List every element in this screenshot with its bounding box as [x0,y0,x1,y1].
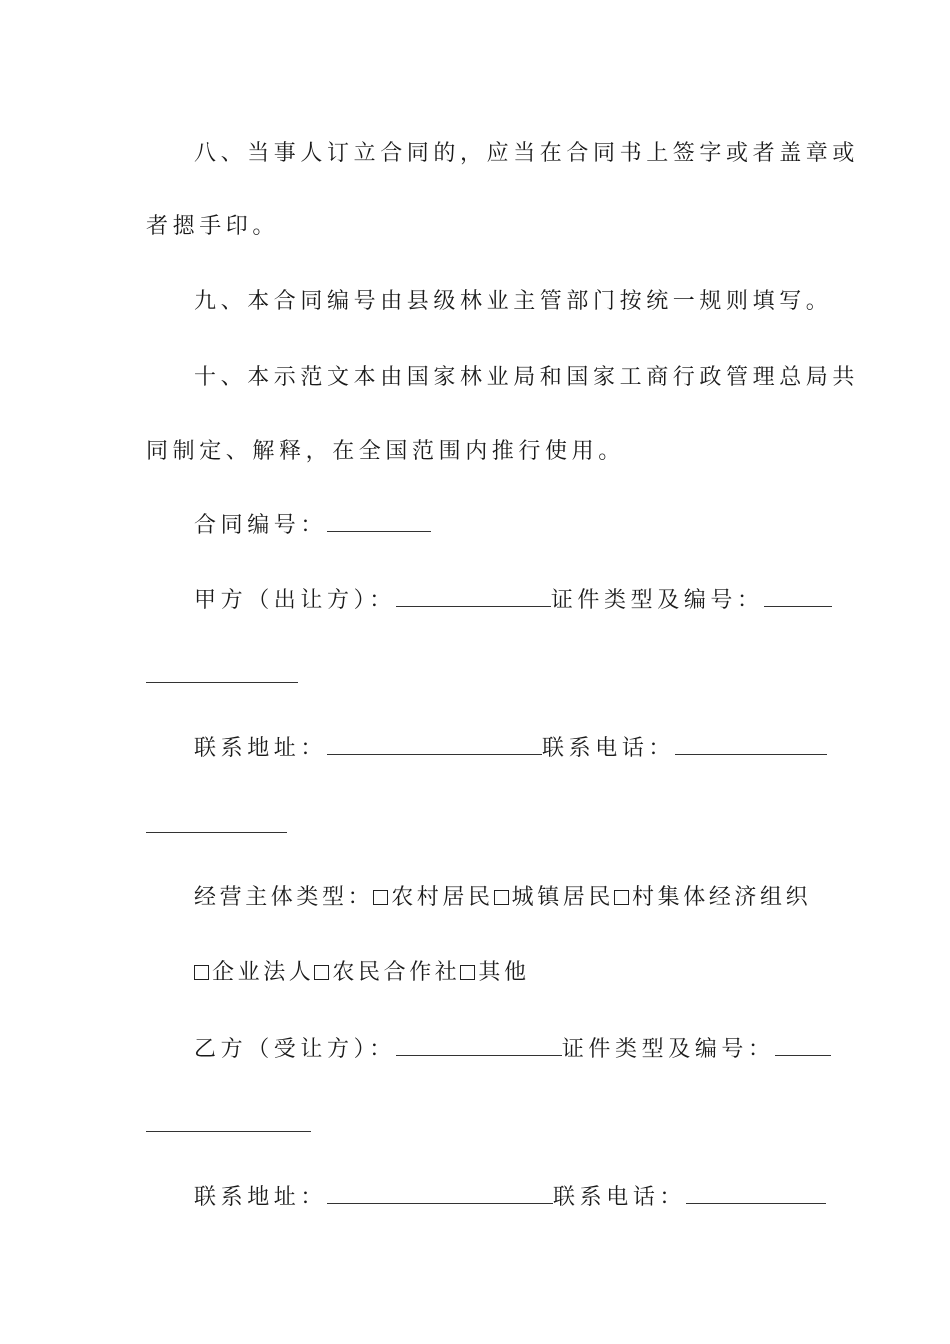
party-b-id-field[interactable] [775,1037,831,1056]
party-a-id-field[interactable] [764,588,832,607]
party-b-address-field[interactable] [327,1185,553,1204]
clause-8-line-1: 八、当事人订立合同的，应当在合同书上签字或者盖章或 [194,141,860,166]
party-a-label: 甲方（出让方）： [194,588,396,613]
party-a-name-field[interactable] [396,588,551,607]
clause-8-line-2: 者摁手印。 [146,214,280,239]
party-a-row [194,586,832,616]
party-a-id-field-continued[interactable] [146,682,298,683]
party-b-address-label: 联系地址： [194,1185,328,1210]
entity-type-row [194,883,811,913]
entity-type-label: 经营主体类型： [194,885,374,910]
contract-number-label: 合同编号： [194,513,328,538]
option-other: 其他 [478,960,530,985]
option-enterprise-legal-person: 企业法人 [212,960,315,985]
party-b-label: 乙方（受让方）： [194,1037,396,1062]
party-b-contact-row [194,1183,826,1213]
party-a-phone-field[interactable] [675,736,827,755]
party-a-phone-field-continued[interactable] [146,832,287,833]
option-urban-resident: 城镇居民 [511,885,615,910]
checkbox-rural-resident[interactable] [373,890,388,905]
party-b-name-field[interactable] [396,1037,562,1056]
party-a-contact-row [194,734,827,764]
option-rural-resident: 农村居民 [391,885,494,910]
checkbox-urban-resident[interactable] [494,890,509,905]
party-a-address-field[interactable] [327,736,542,755]
party-a-address-label: 联系地址： [194,736,328,761]
checkbox-enterprise-legal-person[interactable] [194,965,209,980]
party-b-id-field-continued[interactable] [146,1131,311,1132]
checkbox-farmer-cooperative[interactable] [314,965,329,980]
entity-type-row-2 [194,958,530,988]
party-b-row [194,1035,831,1065]
party-b-id-label: 证件类型及编号： [561,1037,775,1062]
checkbox-other[interactable] [460,965,475,980]
clause-9: 九、本合同编号由县级林业主管部门按统一规则填写。 [194,289,833,314]
checkbox-village-collective[interactable] [614,890,629,905]
party-b-phone-label: 联系电话： [553,1185,687,1210]
clause-10-line-2: 同制定、解释，在全国范围内推行使用。 [146,439,625,464]
party-a-id-label: 证件类型及编号： [550,588,764,613]
party-b-phone-field[interactable] [686,1185,826,1204]
option-village-collective: 村集体经济组织 [632,885,812,910]
contract-number-row [194,511,431,541]
option-farmer-cooperative: 农民合作社 [332,960,461,985]
clause-10-line-1: 十、本示范文本由国家林业局和国家工商行政管理总局共 [194,365,860,390]
party-a-phone-label: 联系电话： [542,736,676,761]
contract-number-field[interactable] [327,513,431,532]
